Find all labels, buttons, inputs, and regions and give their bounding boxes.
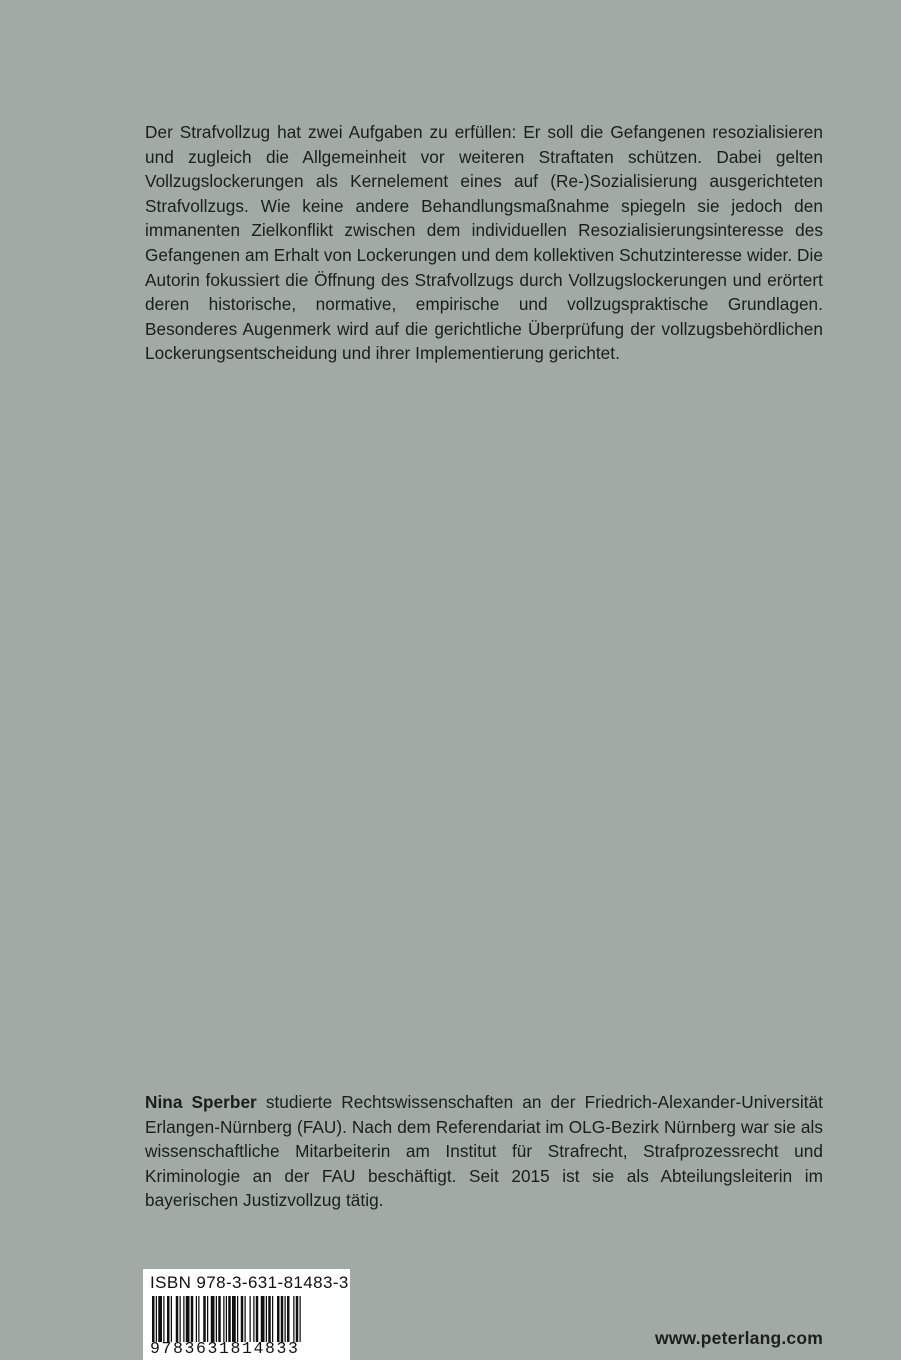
author-bio (145, 1090, 823, 1213)
isbn-label: ISBN 978-3-631-81483-3 (150, 1273, 349, 1292)
author-bio-text: studierte Rechtswissenschaften an der Friedrich-Alexander-Universität Erlangen-Nürnberg (FAU). Nach dem Referendariat im OLG-Bezirk Nürnberg war sie als wissenschaftliche Mitarbeiterin am Institut für Strafrecht, Strafprozessrecht und Kriminologie an der FAU beschäftigt. Seit 2015 ist sie als Abteilungsleiterin im bayerischen Justizvollzug tätig. (145, 1092, 824, 1211)
author-name: Nina Sperber (145, 1092, 257, 1112)
barcode-digits: 9783631814833 (150, 1339, 300, 1358)
barcode-icon (150, 1296, 343, 1342)
publisher-url: www.peterlang.com (654, 1328, 823, 1348)
isbn-barcode (143, 1269, 350, 1360)
blurb-text: Der Strafvollzug hat zwei Aufgaben zu erfüllen: Er soll die Gefangenen resozialisieren und zugleich die Allgemeinheit vor weiteren Straftaten schützen. Dabei gelten Vollzugslockerungen als Kernelement eines auf (Re-)Sozialisierung ausgerichteten Strafvollzugs. Wie keine andere Behandlungsmaßnahme spiegeln sie jedoch den immanenten Zielkonflikt zwischen dem individuellen Resozialisierungsinteresse des Gefangenen am Erhalt von Lockerungen und dem kollektiven Schutzinteresse wider. Die Autorin fokussiert die Öffnung des Strafvollzugs durch Vollzugslockerungen und erörtert deren historische, normative, empirische und vollzugspraktische Grundlagen. Besonderes Augenmerk wird auf die gerichtliche Überprüfung der vollzugsbehördlichen Lockerungsentscheidung und ihrer Implementierung gerichtet. (145, 122, 823, 364)
